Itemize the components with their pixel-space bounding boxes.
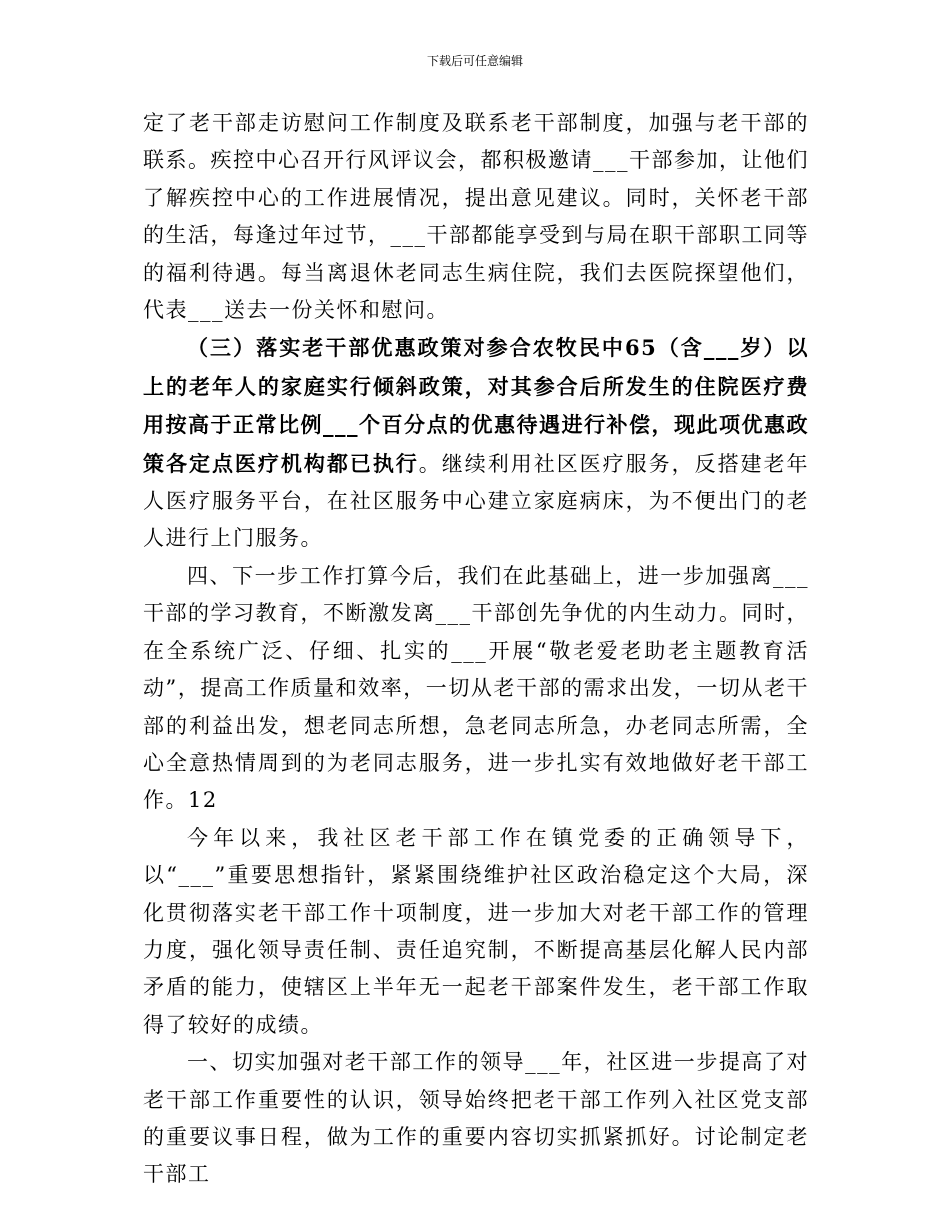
- paragraph-2-text: 。继续利用社区医疗服务，反搭建老年人医疗服务平台，在社区服务中心建立家庭病床，为不便出门的老人进行上门服务。: [143, 451, 810, 551]
- page-header: 下载后可任意编辑: [426, 54, 523, 68]
- paragraph-5: 一、切实加强对老干部工作的领导___年，社区进一步提高了对老干部工作重要性的认识，领导始终把老干部工作列入社区党支部的重要议事日程，做为工作的重要内容切实抓紧抓好。讨论制定老干部工: [143, 1050, 809, 1187]
- document-body: [143, 105, 809, 1194]
- paragraph-3: 四、下一步工作打算今后，我们在此基础上，进一步加强离___干部的学习教育，不断激发离___干部创先争优的内生动力。同时，在全系统广泛、仔细、扎实的___开展“敬老爱老助老主题教育活动”，提高工作质量和效率，一切从老干部的需求出发，一切从老干部的利益出发，想老同志所想，急老同志所急，办老同志所需，全心全意热情周到的为老同志服务，进一步扎实有效地做好老干部工作。12: [143, 563, 809, 813]
- paragraph-2: [143, 329, 809, 557]
- paragraph-2-bold-text: （三）落实老干部优惠政策对参合农牧民中65（含___岁）以上的老年人的家庭实行倾斜政策，对其参合后所发生的住院医疗费用按高于正常比例___个百分点的优惠待遇进行补偿，现此项优惠政策各定点医疗机构都已执行: [143, 335, 809, 476]
- paragraph-1: 定了老干部走访慰问工作制度及联系老干部制度，加强与老干部的联系。疾控中心召开行风评议会，都积极邀请___干部参加，让他们了解疾控中心的工作进展情况，提出意见建议。同时，关怀老干部的生活，每逢过年过节，___干部都能享受到与局在职干部职工同等的福利待遇。每当离退休老同志生病住院，我们去医院探望他们，代表___送去一份关怀和慰问。: [143, 111, 809, 323]
- paragraph-4: 今年以来，我社区老干部工作在镇党委的正确领导下，以“___”重要思想指针，紧紧围绕维护社区政治稳定这个大局，深化贯彻落实老干部工作十项制度，进一步加大对老干部工作的管理力度，强化领导责任制、责任追究制，不断提高基层化解人民内部矛盾的能力，使辖区上半年无一起老干部案件发生，老干部工作取得了较好的成绩。: [143, 825, 809, 1037]
